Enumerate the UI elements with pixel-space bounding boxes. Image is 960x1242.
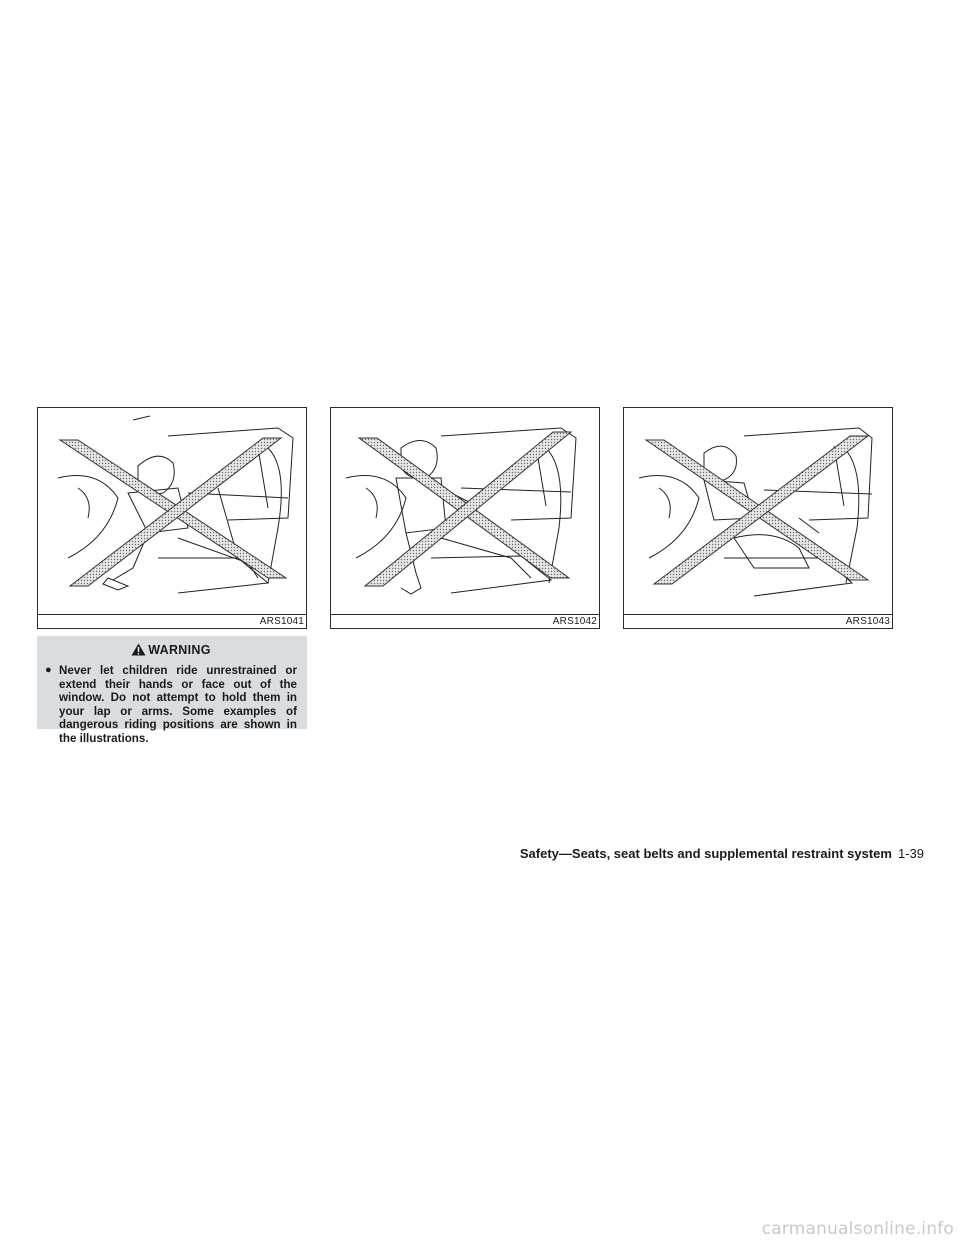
line-drawing-interior [624, 408, 892, 614]
page-number: 1-39 [897, 846, 924, 861]
warning-heading [45, 642, 297, 658]
figure-caption [624, 614, 892, 628]
warning-item [45, 664, 297, 746]
watermark: carmanualsonline.info [761, 1219, 954, 1239]
page-footer [520, 846, 924, 862]
warning-triangle-icon [131, 643, 146, 656]
warning-text: Never let children ride unrestrained or extend their hands or face out of the window. Do not attempt to hold them in your lap or arms. Some examples of dangerous riding positions are shown in the illustrations. [59, 664, 297, 745]
illustration-child-standing-seat [330, 407, 600, 629]
section-title: Safety—Seats, seat belts and supplemental restraint system [519, 846, 892, 861]
figure-code: ARS1042 [552, 616, 597, 627]
line-drawing-interior [38, 408, 306, 614]
illustration-child-kneeling-seat [623, 407, 893, 629]
warning-box [37, 636, 307, 745]
line-drawing-interior [331, 408, 599, 614]
illustration-child-leaning-window [37, 407, 307, 629]
figure-caption [38, 614, 306, 628]
figure-caption [331, 614, 599, 628]
bullet-icon: ● [45, 664, 52, 676]
warning-title: WARNING [148, 643, 211, 657]
figure-code: ARS1041 [259, 616, 304, 627]
figure-code: ARS1043 [845, 616, 890, 627]
